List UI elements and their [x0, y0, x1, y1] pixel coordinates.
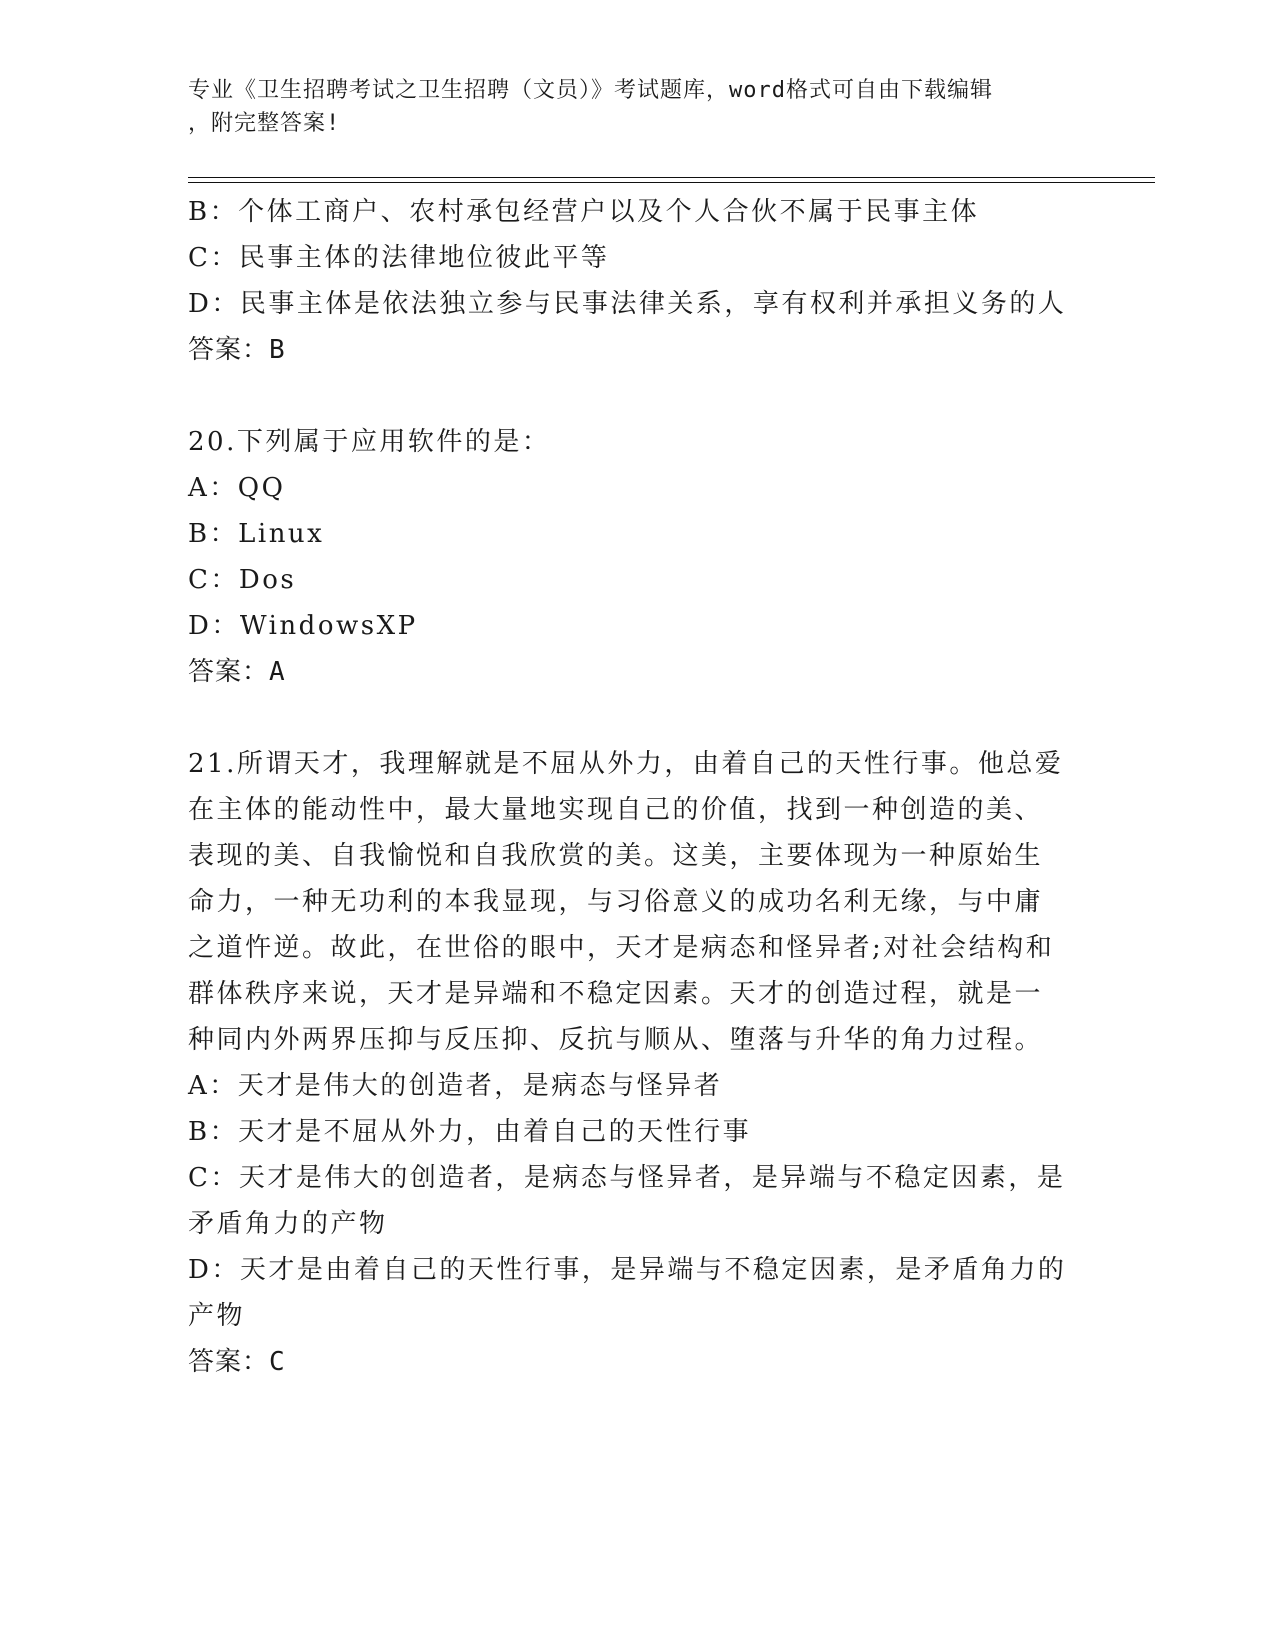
q21-answer-value: C [269, 1347, 286, 1377]
header-line-1: 专业《卫生招聘考试之卫生招聘（文员）》考试题库，word格式可自由下载编辑 [188, 78, 993, 103]
question-20 [188, 419, 1088, 695]
document-header [188, 74, 1068, 140]
q21-question-line: 在主体的能动性中，最大量地实现自己的价值，找到一种创造的美、 [188, 795, 1044, 825]
q20-option-d: D：WindowsXP [188, 611, 418, 641]
q20-option-b: B：Linux [188, 519, 325, 549]
q19-option-d: D：民事主体是依法独立参与民事法律关系，享有权利并承担义务的人 [188, 289, 1067, 319]
q20-answer [188, 649, 1088, 695]
q19-answer-value: B [269, 335, 286, 365]
q21-option-d-line: 产物 [188, 1301, 246, 1331]
q19-option-b: B：个体工商户、农村承包经营户以及个人合伙不属于民事主体 [188, 197, 980, 227]
q19-option-c: C：民事主体的法律地位彼此平等 [188, 243, 610, 273]
q20-answer-label: 答案： [188, 657, 270, 687]
q21-question-line: 命力，一种无功利的本我显现，与习俗意义的成功名利无缘，与中庸 [188, 887, 1044, 917]
q19-answer [188, 327, 1088, 373]
q19-answer-label: 答案： [188, 335, 270, 365]
question-21 [188, 741, 1088, 1385]
q21-question-line: 21.所谓天才，我理解就是不屈从外力，由着自己的天性行事。他总爱 [188, 749, 1064, 779]
question-gap [188, 373, 1088, 419]
q20-option-c: C：Dos [188, 565, 297, 595]
q21-option-c-line: C：天才是伟大的创造者，是病态与怪异者，是异端与不稳定因素，是 [188, 1163, 1066, 1193]
q21-question-line: 种同内外两界压抑与反压抑、反抗与顺从、堕落与升华的角力过程。 [188, 1025, 1044, 1055]
q21-answer [188, 1339, 1088, 1385]
header-line-2: ，附完整答案! [188, 111, 341, 136]
q20-option-a: A：QQ [188, 473, 286, 503]
q21-option-b: B：天才是不屈从外力，由着自己的天性行事 [188, 1117, 752, 1147]
question-gap [188, 695, 1088, 741]
header-rule-top [188, 177, 1155, 178]
q21-question-line: 之道忤逆。故此，在世俗的眼中，天才是病态和怪异者;对社会结构和 [188, 933, 1055, 963]
q20-answer-value: A [269, 657, 286, 687]
q21-question-line: 表现的美、自我愉悦和自我欣赏的美。这美，主要体现为一种原始生 [188, 841, 1044, 871]
q21-option-c-line: 矛盾角力的产物 [188, 1209, 388, 1239]
document-body [188, 189, 1088, 1385]
q20-question: 20.下列属于应用软件的是： [188, 427, 551, 457]
q21-answer-label: 答案： [188, 1347, 270, 1377]
header-rule-bottom [188, 182, 1155, 183]
q21-question-line: 群体秩序来说，天才是异端和不稳定因素。天才的创造过程，就是一 [188, 979, 1044, 1009]
q21-option-a: A：天才是伟大的创造者，是病态与怪异者 [188, 1071, 723, 1101]
q21-option-d-line: D：天才是由着自己的天性行事，是异端与不稳定因素，是矛盾角力的 [188, 1255, 1067, 1285]
question-19 [188, 189, 1088, 373]
